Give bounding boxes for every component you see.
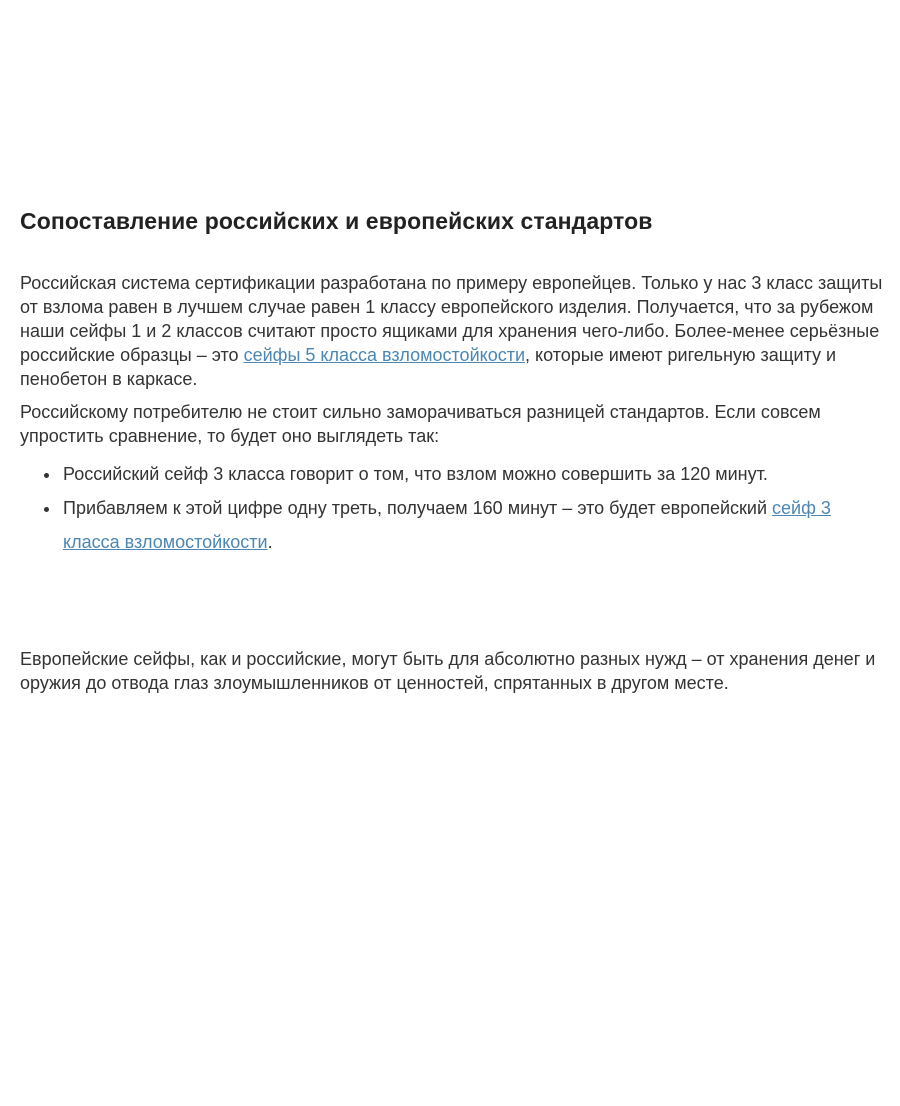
- article-heading: Сопоставление российских и европейских стандартов: [20, 208, 653, 234]
- list-item-european-safe: [61, 491, 886, 559]
- link-safe-class-3[interactable]: сейф 3 класса взломостойкости: [63, 498, 831, 552]
- comparison-list: [20, 457, 886, 559]
- article-content: [0, 206, 900, 695]
- paragraph-european-safes: Европейские сейфы, как и российские, могут быть для абсолютно разных нужд – от хранения денег и оружия до отвода глаз злоумышленников от ценностей, спрятанных в другом месте.: [20, 649, 876, 693]
- list-item-text: .: [267, 532, 273, 552]
- paragraph-text: Российская система сертификации разработана по примеру европейцев. Только у нас 3 класс защиты от взлома равен в лучшем случае равен 1 классу европейского изделия. Получается, что за рубежом наши сейфы 1 и 2 классов считают просто ящиками для хранения чего-либо. Более-менее серьёзные российские образцы – это: [20, 273, 883, 365]
- paragraph-standards-comparison: [20, 271, 886, 391]
- list-item-russian-safe: • Российский сейф 3 класса говорит о том, что взлом можно совершить за 120 минут.: [61, 457, 886, 491]
- paragraph-text: , которые имеют ригельную защиту и пенобетон в каркасе.: [20, 345, 837, 389]
- list-item-text: Прибавляем к этой цифре одну треть, получаем 160 минут – это будет европейский: [63, 498, 773, 518]
- paragraph-consumer-advice: Российскому потребителю не стоит сильно заморачиваться разницей стандартов. Если совсем упростить сравнение, то будет оно выглядеть так:: [20, 402, 821, 446]
- link-safes-class-5[interactable]: сейфы 5 класса взломостойкости: [243, 345, 526, 365]
